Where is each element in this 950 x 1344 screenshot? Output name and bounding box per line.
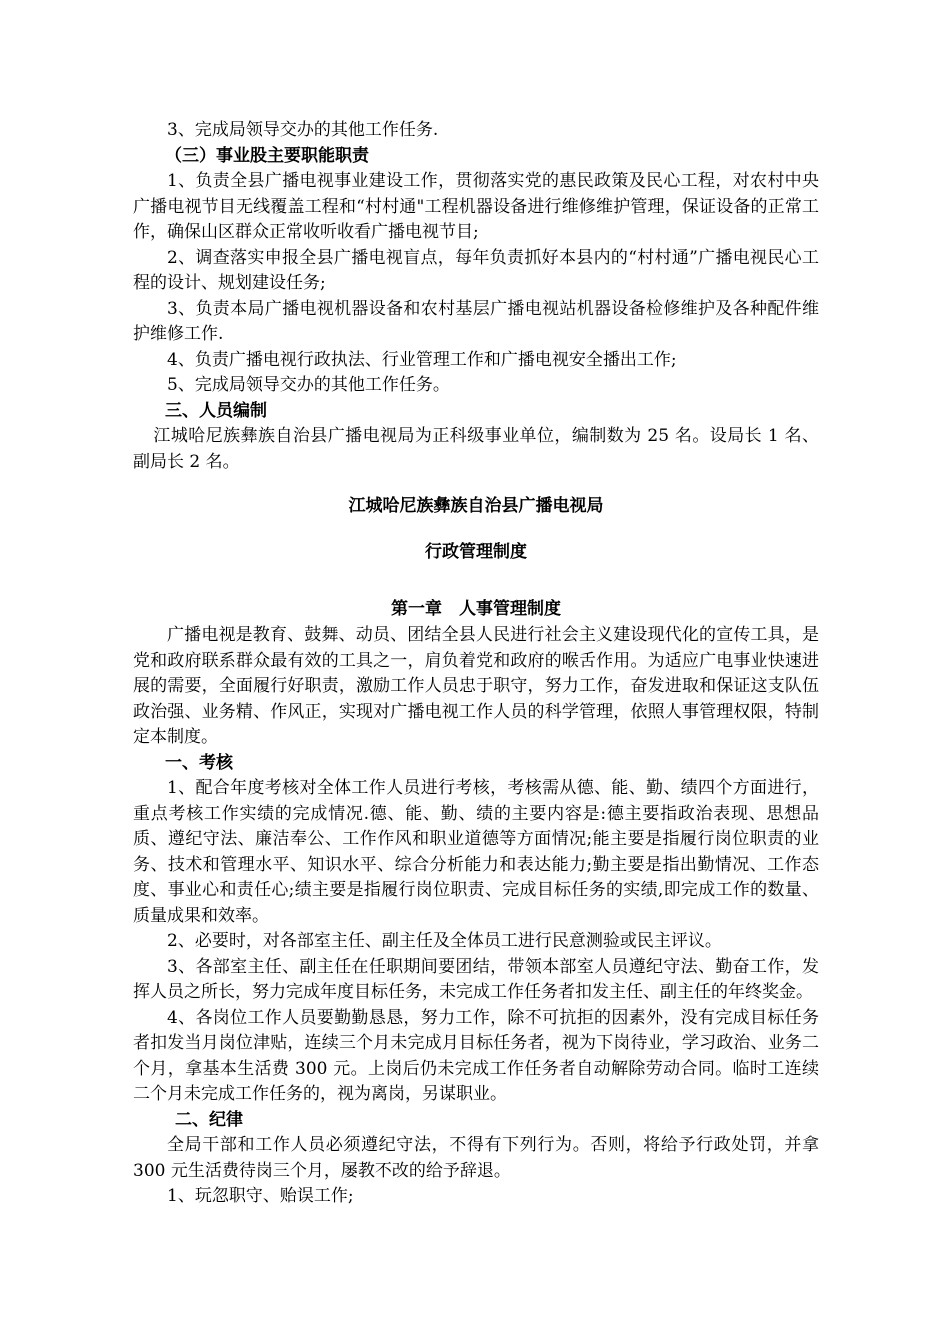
paragraph-item: 2、必要时，对各部室主任、副主任及全体员工进行民意测验或民主评议。 <box>167 931 722 951</box>
paragraph-item: 3、负责本局广播电视机器设备和农村基层广播电视站机器设备检修维护及各种配件维护维修工作. <box>133 298 819 344</box>
doc-title: 行政管理制度 <box>425 542 527 562</box>
paragraph-item: 2、调查落实申报全县广播电视盲点，每年负责抓好本县内的“村村通”广播电视民心工程的设计、规划建设任务; <box>133 247 819 293</box>
section-heading-business-unit: （三）事业股主要职能职责 <box>165 145 369 166</box>
paragraph-item: 1、配合年度考核对全体工作人员进行考核，考核需从德、能、勤、绩四个方面进行，重点考核工作实绩的完成情况.德、能、勤、绩的主要内容是:德主要指政治表现、思想品质、遵纪守法、廉洁奉公、工作作风和职业道德等方面情况;能主要是指履行岗位职责的业务、技术和管理水平、知识水平、综合分析能力和表达能力;勤主要是指出勤情况、工作态度、事业心和责任心;绩主要是指履行岗位职责、完成目标任务的实绩,即完成工作的数量、质量成果和效率。 <box>133 778 819 926</box>
paragraph-item: 3、各部室主任、副主任在任职期间要团结，带领本部室人员遵纪守法、勤奋工作，发挥人员之所长，努力完成年度目标任务，未完成工作任务者扣发主任、副主任的年终奖金。 <box>133 956 819 1002</box>
paragraph-item: 1、负责全县广播电视事业建设工作，贯彻落实党的惠民政策及民心工程，对农村中央广播电视节目无线覆盖工程和“村村通"工程机器设备进行维修维护管理，保证设备的正常工作，确保山区群众正常收听收看广播电视节目; <box>133 171 819 242</box>
section-heading-staffing: 三、人员编制 <box>165 400 267 421</box>
chapter-title: 第一章 人事管理制度 <box>391 599 561 619</box>
paragraph-discipline-intro: 全局干部和工作人员必须遵纪守法，不得有下列行为。否则，将给予行政处罚，并拿 300 元生活费待岗三个月，屡教不改的给予辞退。 <box>133 1135 819 1181</box>
section-heading-discipline: 二、纪律 <box>175 1109 243 1130</box>
org-title: 江城哈尼族彝族自治县广播电视局 <box>348 496 604 516</box>
paragraph-item: 1、玩忽职守、贻误工作; <box>167 1186 354 1206</box>
paragraph-item: 4、各岗位工作人员要勤勤恳恳，努力工作，除不可抗拒的因素外，没有完成目标任务者扣发当月岗位津贴，连续三个月未完成月目标任务者，视为下岗待业，学习政治、业务二个月，拿基本生活费 300 元。上岗后仍未完成工作任务者自动解除劳动合同。临时工连续二个月未完成工作任务的，视为离岗，另谋职业。 <box>133 1007 819 1104</box>
paragraph-item: 4、负责广播电视行政执法、行业管理工作和广播电视安全播出工作; <box>167 349 677 370</box>
document-page <box>133 118 819 1210</box>
paragraph-intro: 广播电视是教育、鼓舞、动员、团结全县人民进行社会主义建设现代化的宣传工具，是党和政府联系群众最有效的工具之一，肩负着党和政府的喉舌作用。为适应广电事业快速进展的需要，全面履行好职责，激励工作人员忠于职守，努力工作，奋发进取和保证这支队伍政治强、业务精、作风正，实现对广播电视工作人员的科学管理，依照人事管理权限，特制定本制度。 <box>133 625 819 747</box>
section-heading-assessment: 一、考核 <box>165 752 233 773</box>
paragraph-staffing: 江城哈尼族彝族自治县广播电视局为正科级事业单位，编制数为 25 名。设局长 1 名、副局长 2 名。 <box>133 426 819 472</box>
paragraph-item-3: 3、完成局领导交办的其他工作任务. <box>167 120 439 140</box>
paragraph-item: 5、完成局领导交办的其他工作任务。 <box>167 375 450 395</box>
